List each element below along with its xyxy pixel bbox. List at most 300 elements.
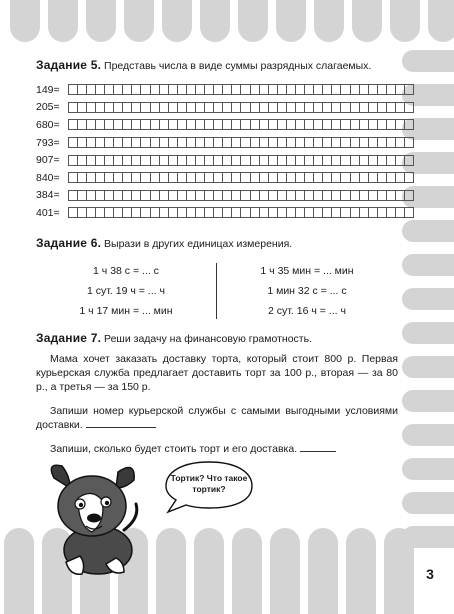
grid-cell[interactable] bbox=[387, 103, 396, 113]
grid-cell[interactable] bbox=[251, 208, 260, 218]
grid-cell[interactable] bbox=[78, 103, 87, 113]
grid-cell[interactable] bbox=[105, 191, 114, 201]
grid-cell[interactable] bbox=[214, 191, 223, 201]
grid-cell[interactable] bbox=[78, 85, 87, 95]
grid-cell[interactable] bbox=[332, 85, 341, 95]
grid-cell[interactable] bbox=[296, 156, 305, 166]
grid-cell[interactable] bbox=[151, 173, 160, 183]
grid-cell[interactable] bbox=[278, 103, 287, 113]
grid-cell[interactable] bbox=[323, 191, 332, 201]
grid-cell[interactable] bbox=[105, 156, 114, 166]
grid-cell[interactable] bbox=[396, 191, 405, 201]
grid-cell[interactable] bbox=[269, 173, 278, 183]
grid-cell[interactable] bbox=[132, 103, 141, 113]
grid-cell[interactable] bbox=[223, 120, 232, 130]
grid-cell[interactable] bbox=[178, 156, 187, 166]
answer-grid[interactable] bbox=[68, 137, 415, 148]
grid-cell[interactable] bbox=[223, 138, 232, 148]
grid-cell[interactable] bbox=[314, 138, 323, 148]
grid-cell[interactable] bbox=[214, 156, 223, 166]
grid-cell[interactable] bbox=[369, 191, 378, 201]
grid-cell[interactable] bbox=[378, 156, 387, 166]
grid-cell[interactable] bbox=[105, 103, 114, 113]
grid-cell[interactable] bbox=[214, 85, 223, 95]
grid-cell[interactable] bbox=[323, 156, 332, 166]
grid-cell[interactable] bbox=[78, 120, 87, 130]
grid-cell[interactable] bbox=[314, 156, 323, 166]
grid-cell[interactable] bbox=[160, 138, 169, 148]
grid-cell[interactable] bbox=[396, 85, 405, 95]
grid-cell[interactable] bbox=[405, 120, 414, 130]
grid-cell[interactable] bbox=[296, 191, 305, 201]
grid-cell[interactable] bbox=[96, 156, 105, 166]
grid-cell[interactable] bbox=[214, 208, 223, 218]
grid-cell[interactable] bbox=[223, 191, 232, 201]
grid-cell[interactable] bbox=[114, 138, 123, 148]
grid-cell[interactable] bbox=[360, 191, 369, 201]
grid-cell[interactable] bbox=[151, 103, 160, 113]
grid-cell[interactable] bbox=[341, 191, 350, 201]
grid-cell[interactable] bbox=[96, 120, 105, 130]
grid-cell[interactable] bbox=[269, 191, 278, 201]
grid-cell[interactable] bbox=[305, 208, 314, 218]
grid-cell[interactable] bbox=[260, 156, 269, 166]
grid-cell[interactable] bbox=[369, 173, 378, 183]
grid-cell[interactable] bbox=[351, 173, 360, 183]
grid-cell[interactable] bbox=[178, 103, 187, 113]
grid-cell[interactable] bbox=[378, 208, 387, 218]
grid-cell[interactable] bbox=[360, 85, 369, 95]
grid-cell[interactable] bbox=[241, 85, 250, 95]
grid-cell[interactable] bbox=[260, 208, 269, 218]
grid-cell[interactable] bbox=[141, 138, 150, 148]
grid-cell[interactable] bbox=[387, 208, 396, 218]
grid-cell[interactable] bbox=[232, 156, 241, 166]
grid-cell[interactable] bbox=[132, 156, 141, 166]
grid-cell[interactable] bbox=[151, 138, 160, 148]
grid-cell[interactable] bbox=[232, 120, 241, 130]
grid-cell[interactable] bbox=[69, 85, 78, 95]
grid-cell[interactable] bbox=[369, 156, 378, 166]
grid-cell[interactable] bbox=[69, 173, 78, 183]
grid-cell[interactable] bbox=[196, 208, 205, 218]
grid-cell[interactable] bbox=[241, 208, 250, 218]
grid-cell[interactable] bbox=[123, 173, 132, 183]
grid-cell[interactable] bbox=[169, 120, 178, 130]
grid-cell[interactable] bbox=[169, 138, 178, 148]
grid-cell[interactable] bbox=[205, 85, 214, 95]
grid-cell[interactable] bbox=[287, 173, 296, 183]
grid-cell[interactable] bbox=[187, 156, 196, 166]
grid-cell[interactable] bbox=[205, 138, 214, 148]
grid-cell[interactable] bbox=[323, 138, 332, 148]
grid-cell[interactable] bbox=[160, 191, 169, 201]
grid-cell[interactable] bbox=[296, 208, 305, 218]
grid-cell[interactable] bbox=[369, 208, 378, 218]
grid-cell[interactable] bbox=[160, 103, 169, 113]
grid-cell[interactable] bbox=[405, 138, 414, 148]
answer-grid[interactable] bbox=[68, 155, 415, 166]
grid-cell[interactable] bbox=[178, 138, 187, 148]
grid-cell[interactable] bbox=[151, 208, 160, 218]
grid-cell[interactable] bbox=[378, 138, 387, 148]
grid-cell[interactable] bbox=[141, 208, 150, 218]
grid-cell[interactable] bbox=[132, 191, 141, 201]
grid-cell[interactable] bbox=[269, 120, 278, 130]
grid-cell[interactable] bbox=[351, 208, 360, 218]
grid-cell[interactable] bbox=[214, 138, 223, 148]
grid-cell[interactable] bbox=[169, 191, 178, 201]
grid-cell[interactable] bbox=[78, 191, 87, 201]
grid-cell[interactable] bbox=[160, 173, 169, 183]
grid-cell[interactable] bbox=[169, 156, 178, 166]
grid-cell[interactable] bbox=[314, 120, 323, 130]
grid-cell[interactable] bbox=[87, 120, 96, 130]
grid-cell[interactable] bbox=[332, 120, 341, 130]
grid-cell[interactable] bbox=[341, 173, 350, 183]
grid-cell[interactable] bbox=[305, 120, 314, 130]
grid-cell[interactable] bbox=[360, 208, 369, 218]
grid-cell[interactable] bbox=[251, 85, 260, 95]
grid-cell[interactable] bbox=[123, 120, 132, 130]
grid-cell[interactable] bbox=[287, 156, 296, 166]
grid-cell[interactable] bbox=[178, 208, 187, 218]
grid-cell[interactable] bbox=[187, 120, 196, 130]
grid-cell[interactable] bbox=[105, 138, 114, 148]
grid-cell[interactable] bbox=[151, 191, 160, 201]
grid-cell[interactable] bbox=[223, 85, 232, 95]
grid-cell[interactable] bbox=[396, 120, 405, 130]
grid-cell[interactable] bbox=[205, 191, 214, 201]
grid-cell[interactable] bbox=[87, 85, 96, 95]
grid-cell[interactable] bbox=[241, 120, 250, 130]
grid-cell[interactable] bbox=[232, 138, 241, 148]
grid-cell[interactable] bbox=[187, 103, 196, 113]
grid-cell[interactable] bbox=[323, 85, 332, 95]
grid-cell[interactable] bbox=[369, 103, 378, 113]
grid-cell[interactable] bbox=[178, 191, 187, 201]
grid-cell[interactable] bbox=[360, 120, 369, 130]
grid-cell[interactable] bbox=[396, 208, 405, 218]
answer-grid[interactable] bbox=[68, 190, 415, 201]
grid-cell[interactable] bbox=[123, 191, 132, 201]
grid-cell[interactable] bbox=[332, 156, 341, 166]
grid-cell[interactable] bbox=[169, 85, 178, 95]
grid-cell[interactable] bbox=[369, 85, 378, 95]
grid-cell[interactable] bbox=[241, 173, 250, 183]
grid-cell[interactable] bbox=[114, 173, 123, 183]
grid-cell[interactable] bbox=[396, 138, 405, 148]
grid-cell[interactable] bbox=[260, 120, 269, 130]
grid-cell[interactable] bbox=[278, 138, 287, 148]
grid-cell[interactable] bbox=[123, 85, 132, 95]
grid-cell[interactable] bbox=[69, 103, 78, 113]
grid-cell[interactable] bbox=[241, 191, 250, 201]
grid-cell[interactable] bbox=[269, 103, 278, 113]
grid-cell[interactable] bbox=[105, 85, 114, 95]
grid-cell[interactable] bbox=[232, 103, 241, 113]
grid-cell[interactable] bbox=[314, 103, 323, 113]
grid-cell[interactable] bbox=[232, 173, 241, 183]
grid-cell[interactable] bbox=[205, 103, 214, 113]
grid-cell[interactable] bbox=[96, 191, 105, 201]
grid-cell[interactable] bbox=[123, 208, 132, 218]
grid-cell[interactable] bbox=[141, 85, 150, 95]
grid-cell[interactable] bbox=[232, 85, 241, 95]
grid-cell[interactable] bbox=[369, 138, 378, 148]
grid-cell[interactable] bbox=[360, 138, 369, 148]
grid-cell[interactable] bbox=[223, 208, 232, 218]
grid-cell[interactable] bbox=[296, 138, 305, 148]
answer-line-1[interactable] bbox=[86, 418, 156, 428]
grid-cell[interactable] bbox=[260, 103, 269, 113]
grid-cell[interactable] bbox=[323, 173, 332, 183]
grid-cell[interactable] bbox=[323, 120, 332, 130]
grid-cell[interactable] bbox=[196, 120, 205, 130]
grid-cell[interactable] bbox=[96, 138, 105, 148]
grid-cell[interactable] bbox=[387, 85, 396, 95]
grid-cell[interactable] bbox=[69, 120, 78, 130]
grid-cell[interactable] bbox=[351, 156, 360, 166]
grid-cell[interactable] bbox=[269, 85, 278, 95]
grid-cell[interactable] bbox=[169, 103, 178, 113]
grid-cell[interactable] bbox=[405, 173, 414, 183]
grid-cell[interactable] bbox=[87, 103, 96, 113]
grid-cell[interactable] bbox=[251, 173, 260, 183]
grid-cell[interactable] bbox=[178, 120, 187, 130]
grid-cell[interactable] bbox=[114, 103, 123, 113]
grid-cell[interactable] bbox=[141, 156, 150, 166]
grid-cell[interactable] bbox=[132, 138, 141, 148]
grid-cell[interactable] bbox=[278, 85, 287, 95]
grid-cell[interactable] bbox=[351, 191, 360, 201]
grid-cell[interactable] bbox=[160, 120, 169, 130]
grid-cell[interactable] bbox=[405, 156, 414, 166]
answer-grid[interactable] bbox=[68, 172, 415, 183]
answer-grid[interactable] bbox=[68, 119, 415, 130]
grid-cell[interactable] bbox=[223, 173, 232, 183]
grid-cell[interactable] bbox=[87, 208, 96, 218]
answer-grid[interactable] bbox=[68, 102, 415, 113]
grid-cell[interactable] bbox=[178, 173, 187, 183]
grid-cell[interactable] bbox=[114, 208, 123, 218]
grid-cell[interactable] bbox=[187, 85, 196, 95]
grid-cell[interactable] bbox=[278, 208, 287, 218]
grid-cell[interactable] bbox=[332, 191, 341, 201]
grid-cell[interactable] bbox=[305, 85, 314, 95]
grid-cell[interactable] bbox=[296, 103, 305, 113]
grid-cell[interactable] bbox=[132, 85, 141, 95]
grid-cell[interactable] bbox=[305, 173, 314, 183]
grid-cell[interactable] bbox=[169, 208, 178, 218]
answer-grid[interactable] bbox=[68, 207, 415, 218]
grid-cell[interactable] bbox=[123, 156, 132, 166]
grid-cell[interactable] bbox=[141, 191, 150, 201]
grid-cell[interactable] bbox=[196, 173, 205, 183]
grid-cell[interactable] bbox=[296, 85, 305, 95]
grid-cell[interactable] bbox=[251, 138, 260, 148]
grid-cell[interactable] bbox=[114, 156, 123, 166]
grid-cell[interactable] bbox=[314, 85, 323, 95]
grid-cell[interactable] bbox=[241, 138, 250, 148]
grid-cell[interactable] bbox=[123, 103, 132, 113]
grid-cell[interactable] bbox=[87, 191, 96, 201]
grid-cell[interactable] bbox=[360, 173, 369, 183]
grid-cell[interactable] bbox=[405, 191, 414, 201]
grid-cell[interactable] bbox=[405, 103, 414, 113]
grid-cell[interactable] bbox=[287, 120, 296, 130]
grid-cell[interactable] bbox=[387, 138, 396, 148]
grid-cell[interactable] bbox=[196, 156, 205, 166]
grid-cell[interactable] bbox=[332, 103, 341, 113]
grid-cell[interactable] bbox=[287, 191, 296, 201]
grid-cell[interactable] bbox=[69, 208, 78, 218]
grid-cell[interactable] bbox=[251, 103, 260, 113]
grid-cell[interactable] bbox=[123, 138, 132, 148]
grid-cell[interactable] bbox=[369, 120, 378, 130]
grid-cell[interactable] bbox=[223, 156, 232, 166]
grid-cell[interactable] bbox=[360, 156, 369, 166]
grid-cell[interactable] bbox=[196, 103, 205, 113]
grid-cell[interactable] bbox=[132, 208, 141, 218]
grid-cell[interactable] bbox=[341, 138, 350, 148]
grid-cell[interactable] bbox=[96, 173, 105, 183]
grid-cell[interactable] bbox=[187, 191, 196, 201]
grid-cell[interactable] bbox=[278, 191, 287, 201]
grid-cell[interactable] bbox=[96, 208, 105, 218]
grid-cell[interactable] bbox=[78, 173, 87, 183]
grid-cell[interactable] bbox=[378, 85, 387, 95]
grid-cell[interactable] bbox=[332, 138, 341, 148]
grid-cell[interactable] bbox=[251, 120, 260, 130]
grid-cell[interactable] bbox=[278, 173, 287, 183]
grid-cell[interactable] bbox=[269, 208, 278, 218]
grid-cell[interactable] bbox=[187, 173, 196, 183]
grid-cell[interactable] bbox=[287, 85, 296, 95]
grid-cell[interactable] bbox=[141, 173, 150, 183]
grid-cell[interactable] bbox=[141, 120, 150, 130]
grid-cell[interactable] bbox=[314, 191, 323, 201]
grid-cell[interactable] bbox=[360, 103, 369, 113]
grid-cell[interactable] bbox=[241, 156, 250, 166]
grid-cell[interactable] bbox=[187, 208, 196, 218]
grid-cell[interactable] bbox=[260, 85, 269, 95]
grid-cell[interactable] bbox=[178, 85, 187, 95]
grid-cell[interactable] bbox=[214, 173, 223, 183]
grid-cell[interactable] bbox=[332, 173, 341, 183]
grid-cell[interactable] bbox=[96, 103, 105, 113]
grid-cell[interactable] bbox=[296, 173, 305, 183]
grid-cell[interactable] bbox=[105, 208, 114, 218]
grid-cell[interactable] bbox=[141, 103, 150, 113]
grid-cell[interactable] bbox=[223, 103, 232, 113]
grid-cell[interactable] bbox=[69, 138, 78, 148]
grid-cell[interactable] bbox=[314, 208, 323, 218]
grid-cell[interactable] bbox=[205, 120, 214, 130]
grid-cell[interactable] bbox=[387, 156, 396, 166]
grid-cell[interactable] bbox=[214, 120, 223, 130]
grid-cell[interactable] bbox=[305, 138, 314, 148]
grid-cell[interactable] bbox=[305, 156, 314, 166]
grid-cell[interactable] bbox=[160, 156, 169, 166]
grid-cell[interactable] bbox=[269, 156, 278, 166]
grid-cell[interactable] bbox=[378, 191, 387, 201]
answer-line-2[interactable] bbox=[300, 442, 336, 452]
grid-cell[interactable] bbox=[232, 191, 241, 201]
grid-cell[interactable] bbox=[351, 120, 360, 130]
grid-cell[interactable] bbox=[351, 103, 360, 113]
grid-cell[interactable] bbox=[341, 156, 350, 166]
grid-cell[interactable] bbox=[341, 120, 350, 130]
grid-cell[interactable] bbox=[187, 138, 196, 148]
grid-cell[interactable] bbox=[378, 120, 387, 130]
grid-cell[interactable] bbox=[278, 120, 287, 130]
grid-cell[interactable] bbox=[251, 191, 260, 201]
grid-cell[interactable] bbox=[96, 85, 105, 95]
grid-cell[interactable] bbox=[196, 138, 205, 148]
grid-cell[interactable] bbox=[105, 173, 114, 183]
grid-cell[interactable] bbox=[287, 138, 296, 148]
grid-cell[interactable] bbox=[378, 103, 387, 113]
grid-cell[interactable] bbox=[351, 85, 360, 95]
grid-cell[interactable] bbox=[205, 208, 214, 218]
grid-cell[interactable] bbox=[160, 85, 169, 95]
grid-cell[interactable] bbox=[405, 208, 414, 218]
grid-cell[interactable] bbox=[132, 173, 141, 183]
grid-cell[interactable] bbox=[114, 120, 123, 130]
grid-cell[interactable] bbox=[305, 103, 314, 113]
grid-cell[interactable] bbox=[287, 208, 296, 218]
grid-cell[interactable] bbox=[196, 191, 205, 201]
grid-cell[interactable] bbox=[232, 208, 241, 218]
grid-cell[interactable] bbox=[260, 173, 269, 183]
grid-cell[interactable] bbox=[396, 173, 405, 183]
grid-cell[interactable] bbox=[151, 120, 160, 130]
grid-cell[interactable] bbox=[205, 156, 214, 166]
grid-cell[interactable] bbox=[241, 103, 250, 113]
grid-cell[interactable] bbox=[205, 173, 214, 183]
grid-cell[interactable] bbox=[105, 120, 114, 130]
grid-cell[interactable] bbox=[151, 156, 160, 166]
grid-cell[interactable] bbox=[160, 208, 169, 218]
grid-cell[interactable] bbox=[332, 208, 341, 218]
grid-cell[interactable] bbox=[69, 156, 78, 166]
grid-cell[interactable] bbox=[296, 120, 305, 130]
grid-cell[interactable] bbox=[87, 156, 96, 166]
grid-cell[interactable] bbox=[278, 156, 287, 166]
grid-cell[interactable] bbox=[341, 103, 350, 113]
grid-cell[interactable] bbox=[396, 156, 405, 166]
grid-cell[interactable] bbox=[387, 173, 396, 183]
grid-cell[interactable] bbox=[214, 103, 223, 113]
grid-cell[interactable] bbox=[87, 138, 96, 148]
grid-cell[interactable] bbox=[169, 173, 178, 183]
grid-cell[interactable] bbox=[69, 191, 78, 201]
grid-cell[interactable] bbox=[305, 191, 314, 201]
grid-cell[interactable] bbox=[405, 85, 414, 95]
grid-cell[interactable] bbox=[114, 85, 123, 95]
grid-cell[interactable] bbox=[314, 173, 323, 183]
grid-cell[interactable] bbox=[341, 208, 350, 218]
grid-cell[interactable] bbox=[132, 120, 141, 130]
grid-cell[interactable] bbox=[87, 173, 96, 183]
grid-cell[interactable] bbox=[323, 103, 332, 113]
grid-cell[interactable] bbox=[260, 191, 269, 201]
grid-cell[interactable] bbox=[78, 156, 87, 166]
grid-cell[interactable] bbox=[151, 85, 160, 95]
grid-cell[interactable] bbox=[378, 173, 387, 183]
grid-cell[interactable] bbox=[260, 138, 269, 148]
